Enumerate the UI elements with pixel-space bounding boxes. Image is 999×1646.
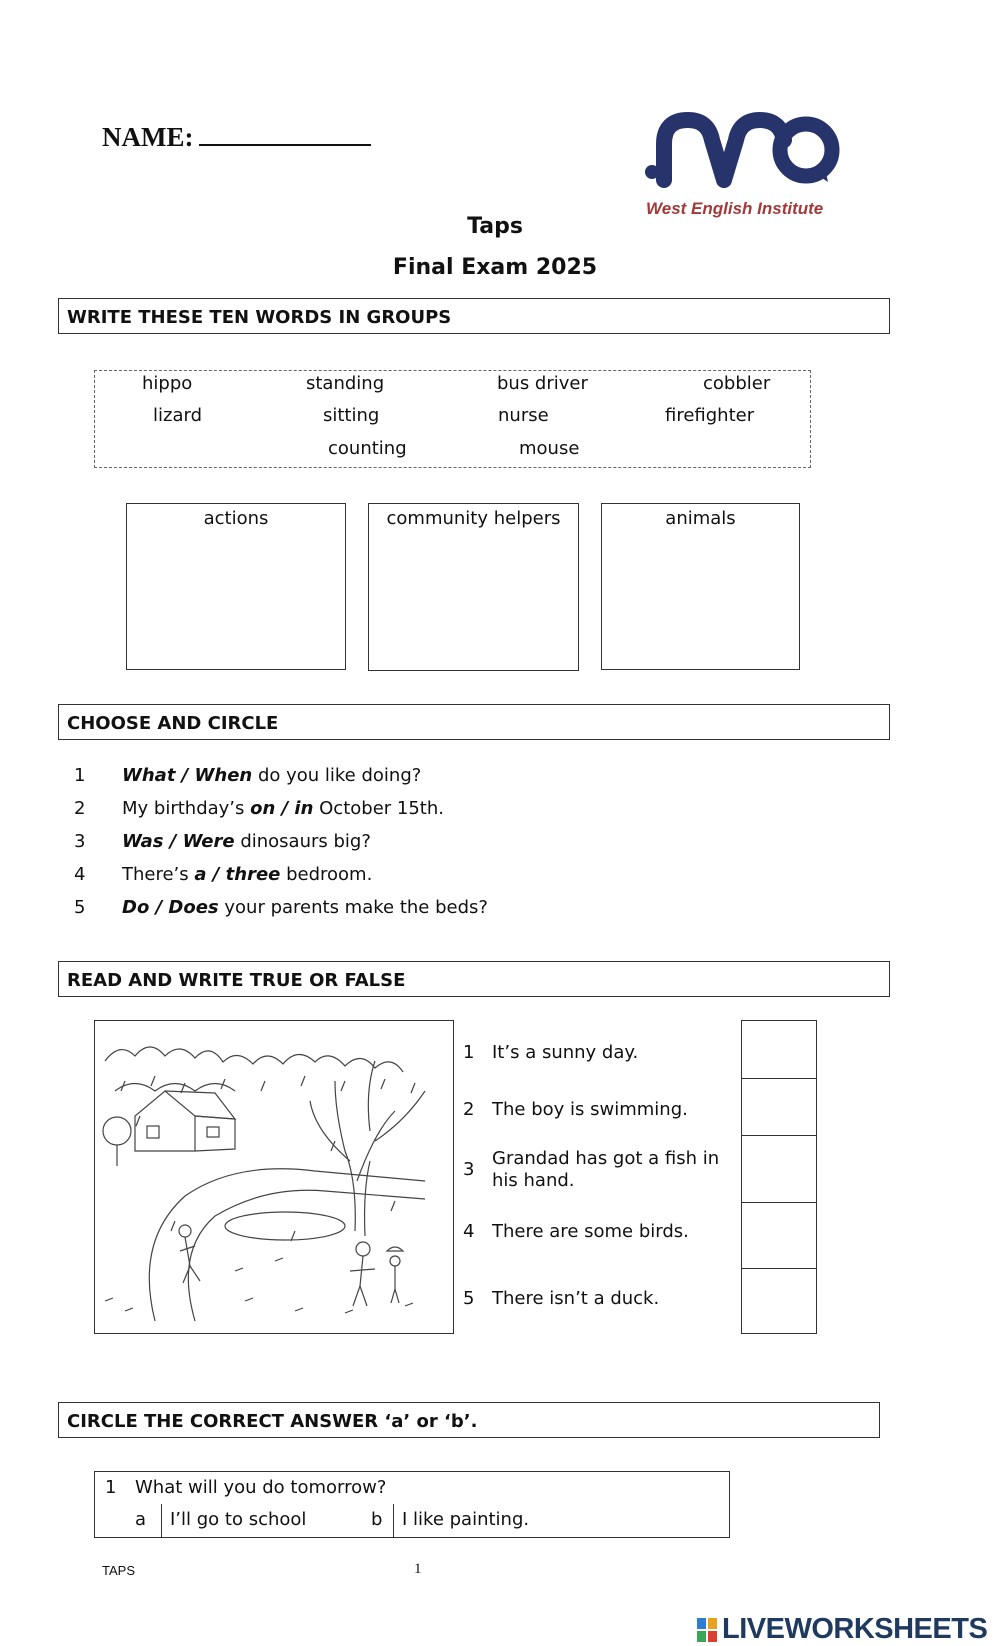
liveworksheets-logo-icon (697, 1618, 717, 1642)
word-item: hippo (142, 373, 193, 394)
word-item: bus driver (497, 373, 588, 394)
statement-text: Grandad has got a fish in his hand. (492, 1148, 720, 1191)
option-b-text[interactable]: I like painting. (402, 1509, 530, 1530)
answer-box-5[interactable] (742, 1268, 816, 1335)
liveworksheets-watermark: LIVEWORKSHEETS (722, 1613, 988, 1645)
option-b-letter[interactable]: b (371, 1509, 383, 1530)
statement-number: 4 (463, 1221, 475, 1242)
question-number: 4 (74, 864, 86, 885)
choice-question (74, 897, 488, 918)
option-a-text[interactable]: I’ll go to school (170, 1509, 307, 1530)
question-text: do you like doing? (252, 765, 422, 786)
word-item: cobbler (703, 373, 771, 394)
word-item: nurse (498, 405, 549, 426)
question-text: What will you do tomorrow? (135, 1477, 387, 1498)
question-number: 1 (105, 1477, 117, 1498)
name-label: NAME: (102, 122, 194, 152)
true-false-answer-column (741, 1020, 817, 1334)
question-text: dinosaurs big? (234, 831, 371, 852)
section-heading-true-false: READ AND WRITE TRUE OR FALSE (58, 961, 890, 997)
footer-label: TAPS (102, 1563, 135, 1578)
answer-box-4[interactable] (742, 1202, 816, 1269)
statement-number: 5 (463, 1288, 475, 1309)
section-heading-choose: CHOOSE AND CIRCLE (58, 704, 890, 740)
answer-box-1[interactable] (742, 1021, 816, 1078)
choice-options[interactable]: Was / Were (122, 831, 235, 852)
word-item: firefighter (665, 405, 755, 426)
word-item: lizard (153, 405, 202, 426)
choice-question (74, 765, 421, 786)
statement-text: It’s a sunny day. (492, 1042, 639, 1063)
section-heading-groups: WRITE THESE TEN WORDS IN GROUPS (58, 298, 890, 334)
group-box-animals[interactable] (601, 503, 800, 670)
statement-number: 1 (463, 1042, 475, 1063)
word-item: mouse (519, 438, 580, 459)
name-field[interactable] (102, 120, 371, 153)
group-label: community helpers (386, 508, 561, 529)
statement-text: There isn’t a duck. (492, 1288, 660, 1309)
question-number: 5 (74, 897, 86, 918)
statement-number: 2 (463, 1099, 475, 1120)
choice-options[interactable]: Do / Does (122, 897, 219, 918)
word-item: standing (306, 373, 385, 394)
question-text: October 15th. (313, 798, 444, 819)
brand-name: West English Institute (646, 199, 824, 218)
question-text: bedroom. (280, 864, 373, 885)
question-text: your parents make the beds? (218, 897, 488, 918)
statement-text: The boy is swimming. (492, 1099, 688, 1120)
choice-question (74, 864, 372, 885)
question-text: My birthday’s (122, 798, 251, 819)
answer-box-3[interactable] (742, 1135, 816, 1203)
word-item: counting (328, 438, 407, 459)
question-number: 3 (74, 831, 86, 852)
question-text: There’s (122, 864, 195, 885)
group-box-community-helpers[interactable] (368, 503, 579, 671)
word-item: sitting (323, 405, 380, 426)
word-bank (94, 370, 811, 468)
choice-options[interactable]: a / three (194, 864, 281, 885)
statement-number: 3 (463, 1159, 475, 1180)
question-number: 1 (74, 765, 86, 786)
scene-picture (94, 1020, 454, 1334)
choice-question (74, 831, 371, 852)
group-label: animals (665, 508, 736, 529)
rainy-park-illustration (95, 1021, 453, 1333)
choice-options[interactable]: on / in (250, 798, 314, 819)
answer-box-2[interactable] (742, 1078, 816, 1136)
option-a-letter[interactable]: a (135, 1509, 147, 1530)
group-box-actions[interactable] (126, 503, 346, 670)
statement-text: There are some birds. (492, 1221, 689, 1242)
section-heading-circle-answer: CIRCLE THE CORRECT ANSWER ‘a’ or ‘b’. (58, 1402, 880, 1438)
choice-question (74, 798, 444, 819)
exam-title: Taps (467, 214, 523, 239)
page-number: 1 (414, 1561, 422, 1577)
question-number: 2 (74, 798, 86, 819)
group-label: actions (203, 508, 269, 529)
multiple-choice-table (94, 1471, 730, 1538)
choice-options[interactable]: What / When (122, 765, 253, 786)
name-blank[interactable] (199, 120, 371, 146)
exam-subtitle: Final Exam 2025 (392, 255, 598, 280)
